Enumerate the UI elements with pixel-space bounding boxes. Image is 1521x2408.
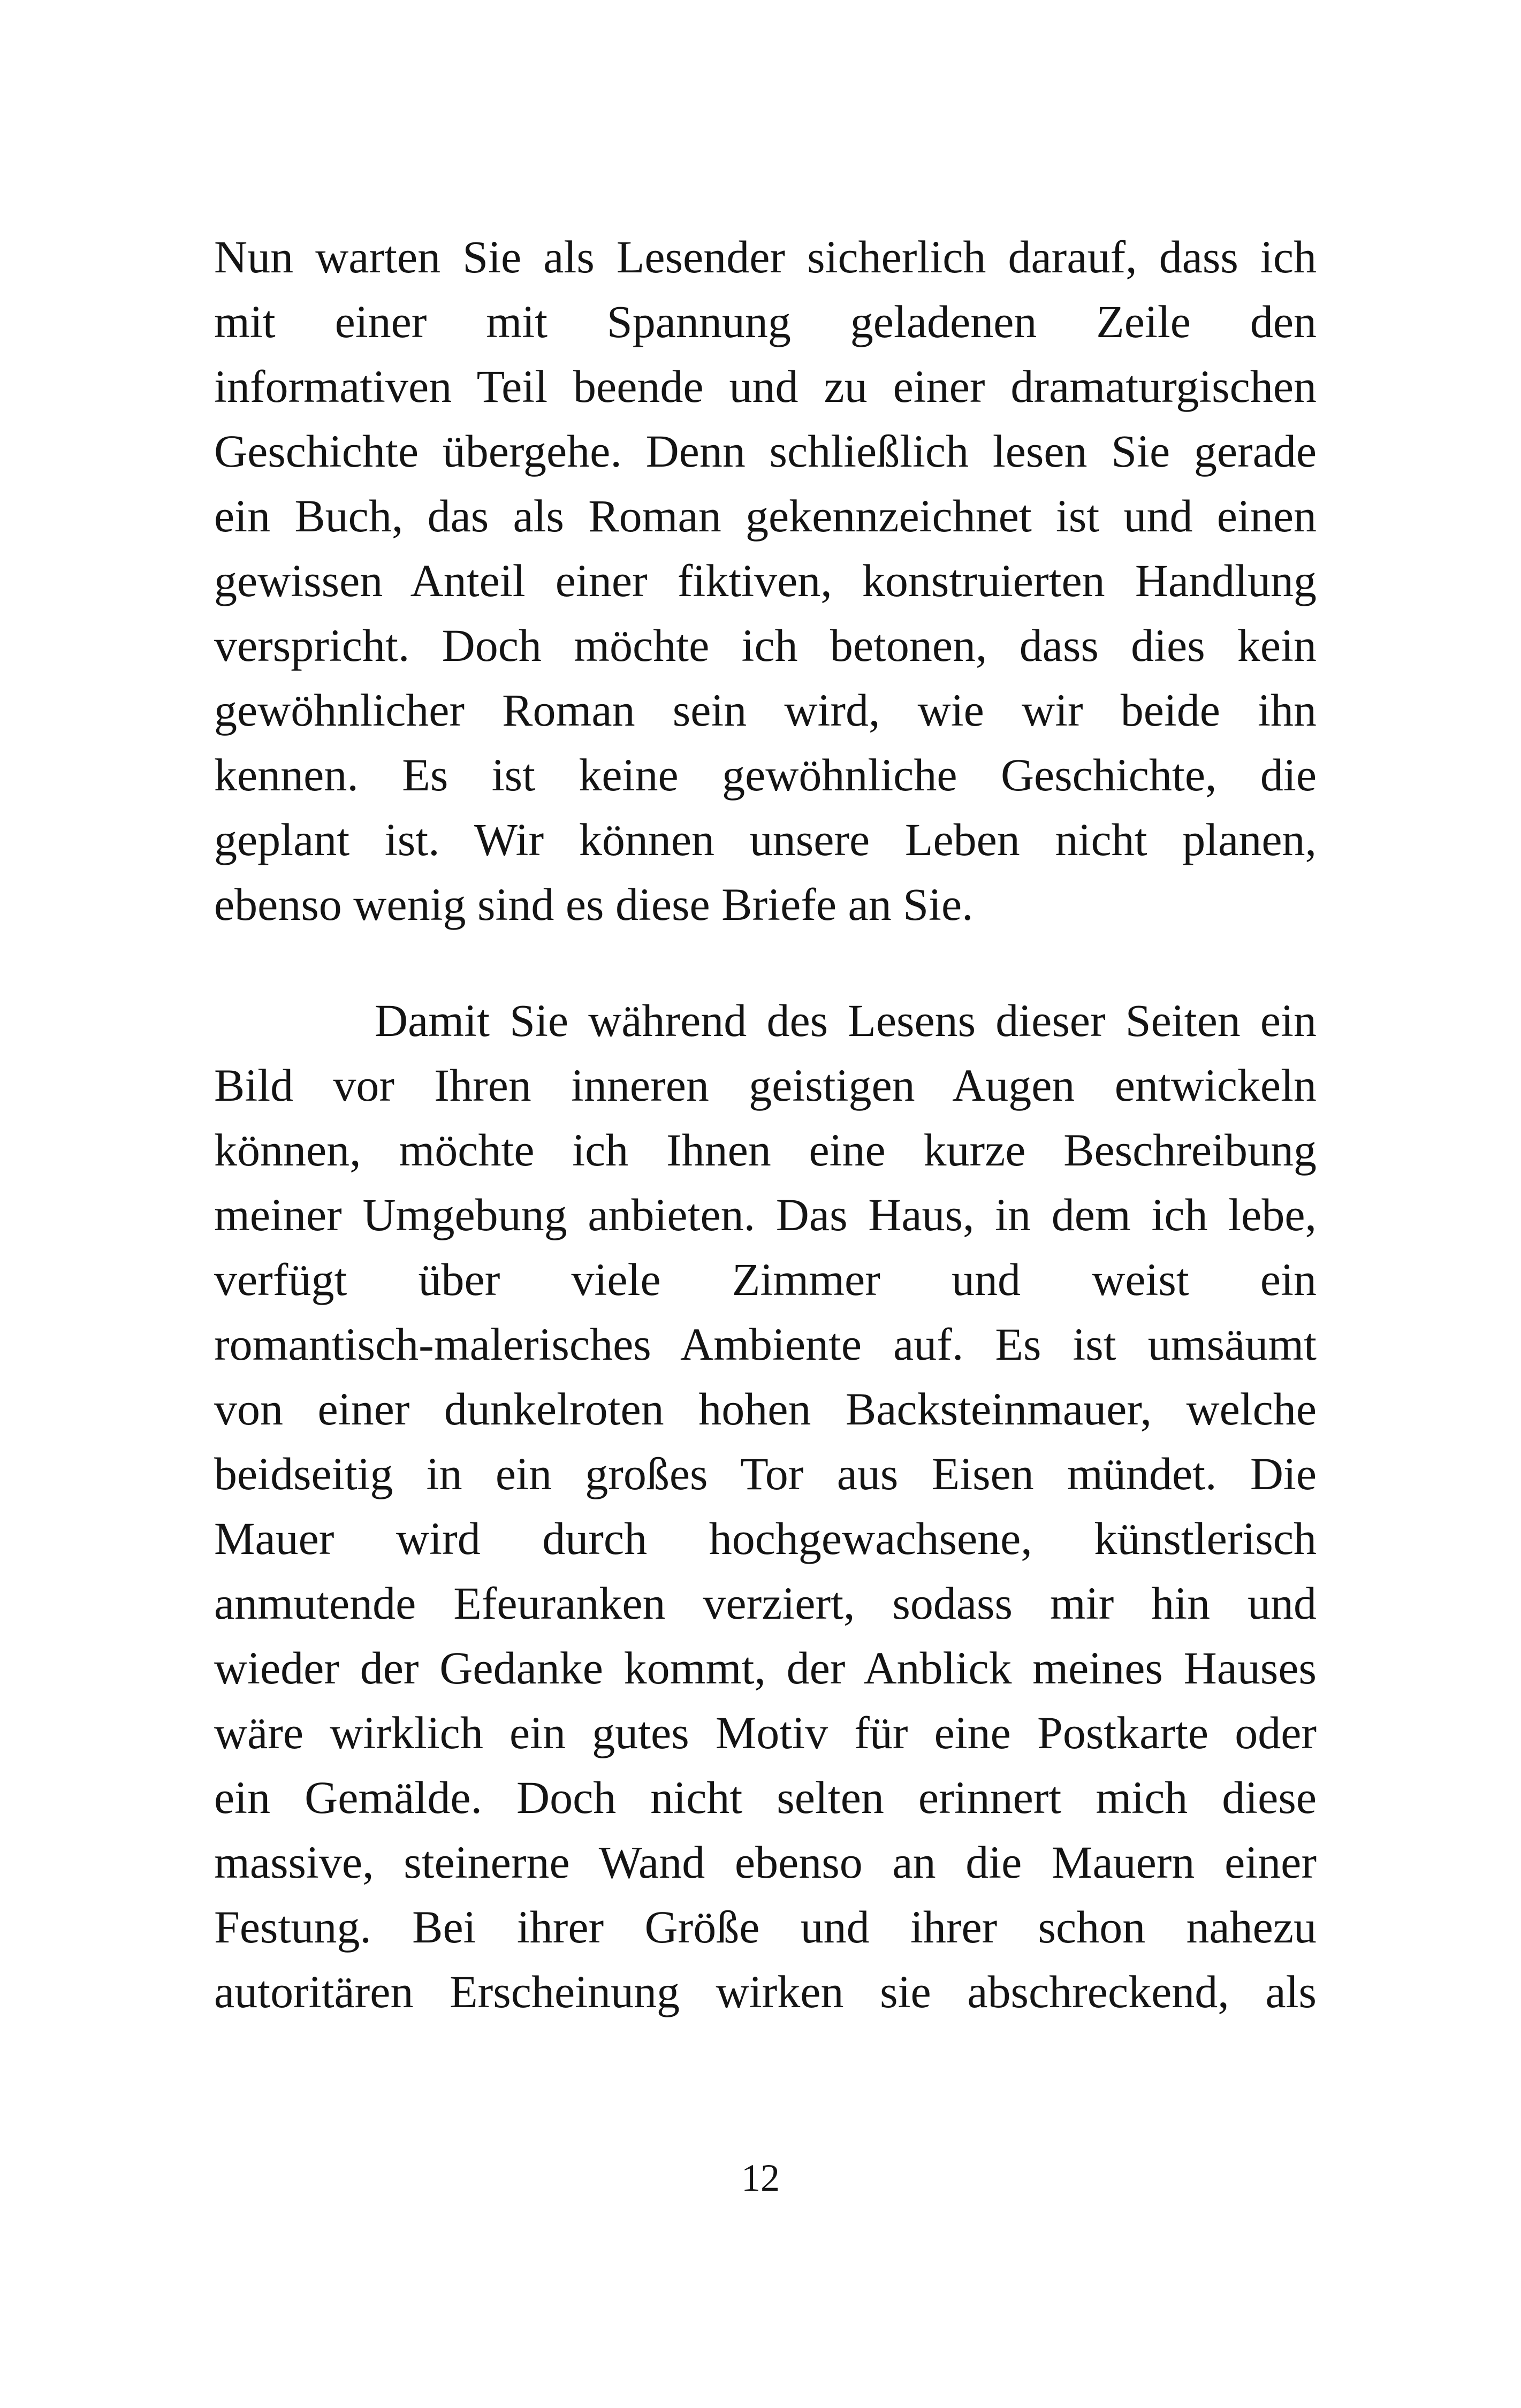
text-line: kennen. Es ist keine gewöhnliche Geschichte, die (214, 749, 1317, 801)
text-line: gewissen Anteil einer fiktiven, konstruierten Handlung (214, 555, 1317, 606)
paragraph-1 (214, 225, 1317, 937)
text-line: gewöhnlicher Roman sein wird, wie wir beide ihn (214, 684, 1317, 736)
text-line: können, möchte ich Ihnen eine kurze Beschreibung (214, 1124, 1317, 1176)
body-text (214, 225, 1317, 2024)
text-line: massive, steinerne Wand ebenso an die Mauern einer (214, 1837, 1317, 1888)
text-line: anmutende Efeuranken verziert, sodass mir hin und (214, 1578, 1317, 1629)
page-number: 12 (741, 2156, 780, 2199)
text-line: beidseitig in ein großes Tor aus Eisen mündet. Die (214, 1448, 1317, 1499)
text-line: von einer dunkelroten hohen Backsteinmauer, welche (214, 1383, 1317, 1435)
text-line: Nun warten Sie als Lesender sicherlich darauf, dass ich (214, 231, 1317, 283)
text-line: Bild vor Ihren inneren geistigen Augen entwickeln (214, 1060, 1317, 1111)
text-line: Festung. Bei ihrer Größe und ihrer schon nahezu (214, 1901, 1317, 1953)
text-line: Damit Sie während des Lesens dieser Seiten ein (375, 995, 1317, 1046)
text-line: meiner Umgebung anbieten. Das Haus, in dem ich lebe, (214, 1189, 1317, 1240)
text-line: Geschichte übergehe. Denn schließlich lesen Sie gerade (214, 425, 1317, 477)
text-line: romantisch-malerisches Ambiente auf. Es ist umsäumt (214, 1319, 1317, 1370)
text-line: Mauer wird durch hochgewachsene, künstlerisch (214, 1513, 1317, 1564)
text-line: wieder der Gedanke kommt, der Anblick meines Hauses (214, 1642, 1317, 1694)
text-line: ein Buch, das als Roman gekennzeichnet ist und einen (214, 490, 1317, 542)
text-line: ebenso wenig sind es diese Briefe an Sie. (214, 879, 974, 930)
text-line: ein Gemälde. Doch nicht selten erinnert mich diese (214, 1772, 1317, 1823)
text-line: geplant ist. Wir können unsere Leben nicht planen, (214, 814, 1317, 865)
text-line: verfügt über viele Zimmer und weist ein (214, 1254, 1317, 1305)
paragraph-2 (214, 988, 1317, 2024)
text-line: informativen Teil beende und zu einer dramaturgischen (214, 361, 1317, 412)
text-line: mit einer mit Spannung geladenen Zeile den (214, 296, 1317, 347)
paragraph-spacer (214, 937, 1317, 988)
text-line: verspricht. Doch möchte ich betonen, dass dies kein (214, 620, 1317, 671)
text-line: wäre wirklich ein gutes Motiv für eine Postkarte oder (214, 1707, 1317, 1758)
text-line: autoritären Erscheinung wirken sie abschreckend, als (214, 1966, 1317, 2017)
